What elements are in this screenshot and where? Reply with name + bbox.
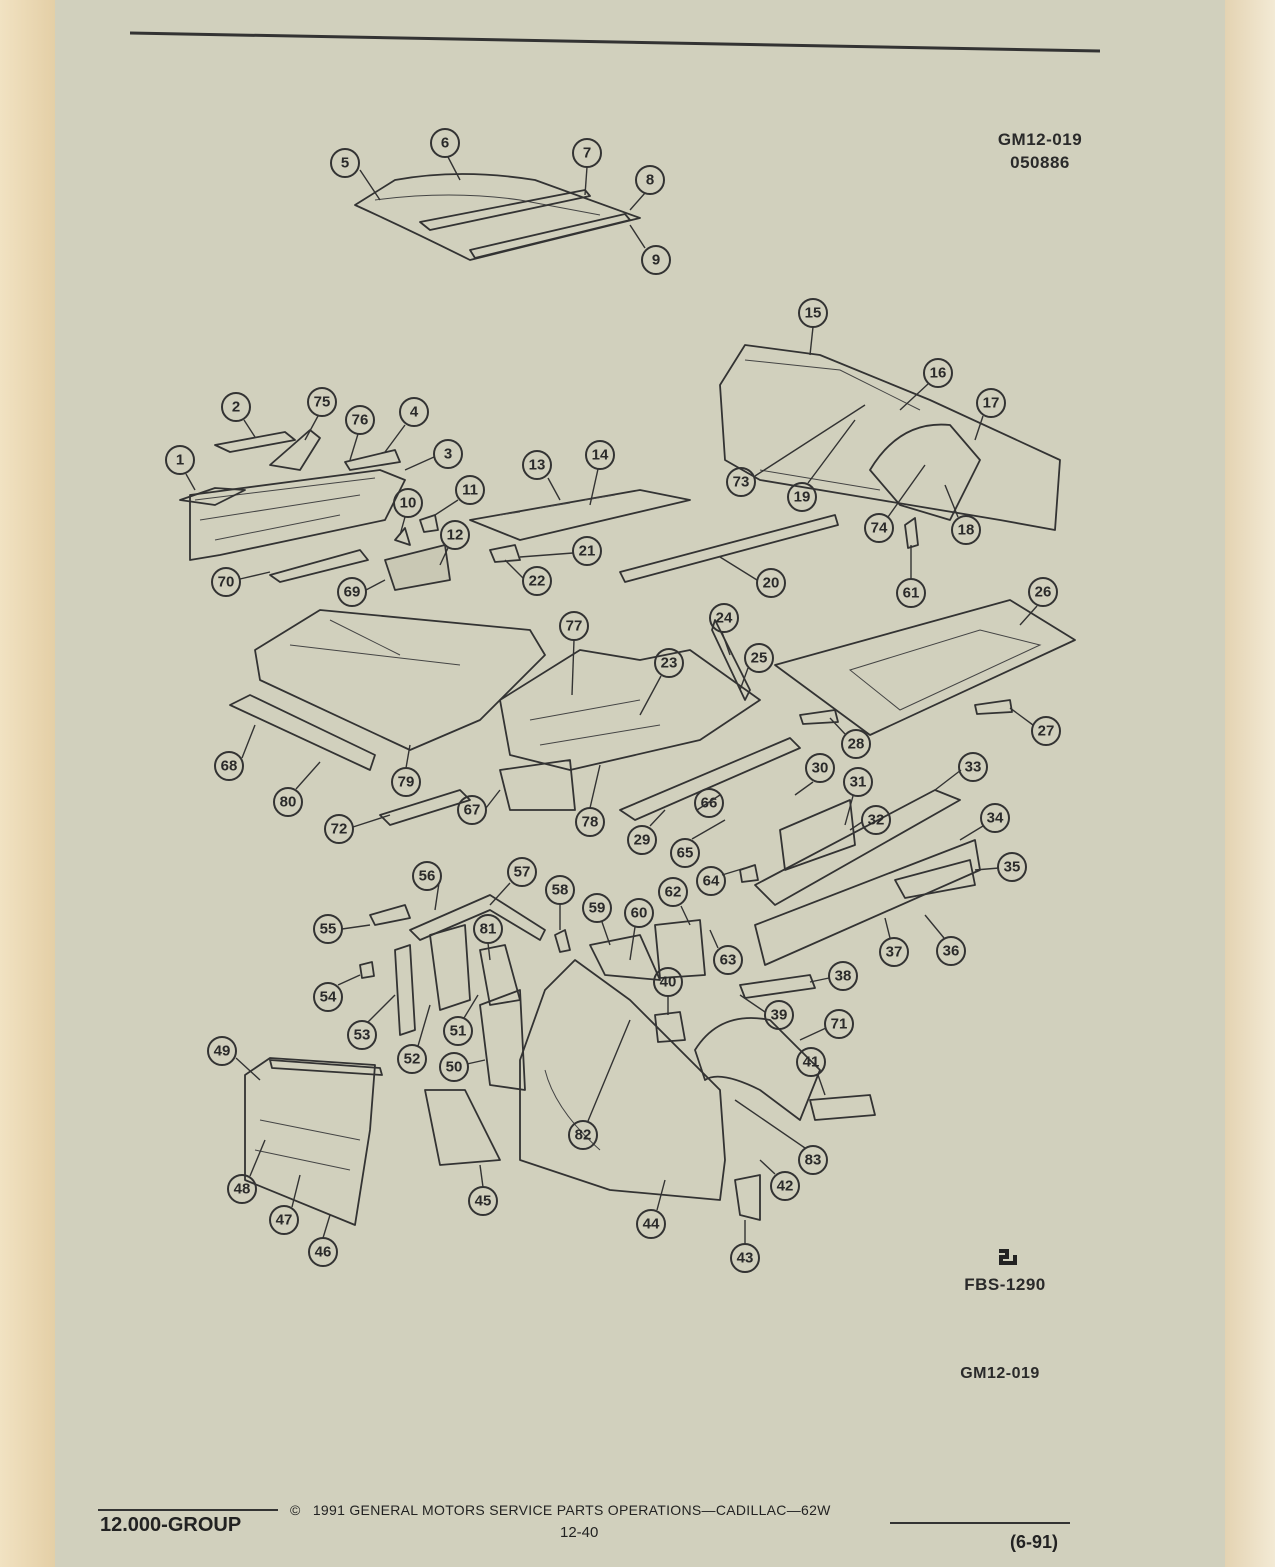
svg-text:29: 29 [633,831,651,849]
svg-text:28: 28 [847,735,865,753]
callout-44 [637,1210,665,1238]
callout-27 [1032,717,1060,745]
footer-copyright [290,1502,831,1518]
svg-text:30: 30 [811,759,829,777]
callout-25 [745,644,773,672]
svg-text:55: 55 [319,920,337,938]
svg-text:45: 45 [474,1192,492,1210]
callout-79 [392,768,420,796]
callout-34 [981,804,1009,832]
roof-panel [355,174,640,260]
svg-text:8: 8 [645,171,655,189]
callout-75 [308,388,336,416]
callout-61 [897,579,925,607]
svg-text:81: 81 [479,920,497,938]
callout-12 [441,521,469,549]
svg-text:61: 61 [902,584,920,602]
svg-text:59: 59 [588,899,606,917]
svg-text:51: 51 [449,1022,467,1040]
svg-text:13: 13 [528,456,546,474]
callout-33 [959,753,987,781]
callout-80 [274,788,302,816]
callout-46 [309,1238,337,1266]
svg-text:7: 7 [582,144,592,162]
svg-text:69: 69 [343,583,361,601]
svg-text:12: 12 [446,526,464,544]
svg-text:17: 17 [982,394,1000,412]
svg-text:9: 9 [651,251,661,269]
svg-text:79: 79 [397,773,415,791]
callout-67 [458,796,486,824]
svg-text:16: 16 [929,364,947,382]
callout-23 [655,649,683,677]
svg-text:3: 3 [443,445,453,463]
callout-40 [654,968,682,996]
callout-74 [865,514,893,542]
svg-text:20: 20 [762,574,780,592]
callout-2 [222,393,250,421]
svg-text:33: 33 [964,758,982,776]
svg-text:46: 46 [314,1243,332,1261]
svg-text:72: 72 [330,820,348,838]
svg-text:4: 4 [409,403,419,421]
svg-text:6: 6 [440,134,450,152]
svg-text:32: 32 [867,811,885,829]
svg-text:42: 42 [776,1177,794,1195]
callout-15 [799,299,827,327]
svg-text:75: 75 [313,393,331,411]
svg-text:65: 65 [676,844,694,862]
svg-text:23: 23 [660,654,678,672]
svg-text:38: 38 [834,967,852,985]
callout-7 [573,139,601,167]
callout-77 [560,612,588,640]
callout-76 [346,406,374,434]
callout-68 [215,752,243,780]
callout-17 [977,389,1005,417]
svg-text:70: 70 [217,573,235,591]
callout-47 [270,1206,298,1234]
logo-code: FBS-1290 [964,1275,1046,1294]
callout-70 [212,568,240,596]
callout-78 [576,808,604,836]
callout-20 [757,569,785,597]
footer-date: (6-91) [1010,1532,1059,1552]
svg-text:24: 24 [715,609,733,627]
svg-text:68: 68 [220,757,238,775]
svg-text:5: 5 [340,154,350,172]
svg-text:21: 21 [578,542,596,560]
svg-text:37: 37 [885,943,903,961]
svg-text:10: 10 [399,494,417,512]
svg-text:67: 67 [463,801,481,819]
rear-compartment-panel [775,600,1075,735]
copyright-symbol: © [290,1502,301,1518]
quarter-inner-panels [620,735,980,965]
svg-text:48: 48 [233,1180,251,1198]
callout-50 [440,1053,468,1081]
svg-text:14: 14 [591,446,609,464]
svg-text:11: 11 [462,481,478,499]
svg-text:1: 1 [175,451,185,469]
callout-30 [806,754,834,782]
reference-date: 050886 [1010,153,1070,172]
callout-71 [825,1010,853,1038]
callout-56 [413,862,441,890]
side-frame [720,345,1060,548]
svg-text:27: 27 [1037,722,1055,740]
callout-58 [546,876,574,904]
svg-text:80: 80 [279,793,297,811]
callout-10 [394,489,422,517]
callout-4 [400,398,428,426]
callout-8 [636,166,664,194]
rocker-strip [620,515,838,582]
cu-logo [995,1247,1021,1269]
callout-13 [523,451,551,479]
callout-83 [799,1146,827,1174]
callout-81 [474,915,502,943]
svg-text:60: 60 [630,904,648,922]
callout-39 [765,1001,793,1029]
svg-text:52: 52 [403,1050,421,1068]
svg-text:34: 34 [986,809,1004,827]
callout-65 [671,839,699,867]
svg-text:36: 36 [942,942,960,960]
callout-22 [523,567,551,595]
svg-text:71: 71 [830,1015,848,1033]
callout-57 [508,858,536,886]
svg-text:26: 26 [1034,583,1052,601]
callout-52 [398,1045,426,1073]
svg-text:56: 56 [418,867,436,885]
svg-text:77: 77 [565,617,583,635]
callout-62 [659,878,687,906]
callout-28 [842,730,870,758]
callout-64 [697,867,725,895]
svg-text:64: 64 [702,872,720,890]
svg-text:15: 15 [804,304,822,322]
svg-text:62: 62 [664,883,682,901]
callout-18 [952,516,980,544]
svg-text:43: 43 [736,1249,754,1267]
callout-11 [456,476,484,504]
callout-24 [710,604,738,632]
svg-text:50: 50 [445,1058,463,1076]
callout-72 [325,815,353,843]
svg-text:2: 2 [231,398,241,416]
svg-text:57: 57 [513,863,531,881]
callout-42 [771,1172,799,1200]
callout-14 [586,441,614,469]
callout-6 [431,129,459,157]
svg-text:82: 82 [574,1126,592,1144]
floor-pan [230,610,760,825]
svg-text:78: 78 [581,813,599,831]
svg-text:83: 83 [804,1151,822,1169]
callout-41 [797,1048,825,1076]
callout-5 [331,149,359,177]
callout-63 [714,946,742,974]
callout-60 [625,899,653,927]
footer-rule-left [98,1509,278,1511]
callout-1 [166,446,194,474]
callout-31 [844,768,872,796]
callout-21 [573,537,601,565]
bottom-reference-code: GM12-019 [960,1365,1040,1382]
svg-text:19: 19 [793,488,811,506]
callout-29 [628,826,656,854]
svg-text:54: 54 [319,988,337,1006]
callout-43 [731,1244,759,1272]
callout-32 [862,806,890,834]
callout-48 [228,1175,256,1203]
svg-text:53: 53 [353,1026,371,1044]
svg-text:18: 18 [957,521,975,539]
svg-text:25: 25 [750,649,768,667]
footer-rule-right [890,1522,1070,1524]
svg-text:44: 44 [642,1215,660,1233]
callout-45 [469,1187,497,1215]
callout-26 [1029,578,1057,606]
svg-text:73: 73 [732,473,750,491]
callout-9 [642,246,670,274]
svg-text:47: 47 [275,1211,293,1229]
callout-35 [998,853,1026,881]
svg-text:63: 63 [719,951,737,969]
callout-16 [924,359,952,387]
callout-73 [727,468,755,496]
callout-3 [434,440,462,468]
callout-37 [880,938,908,966]
callout-59 [583,894,611,922]
front-door [245,1058,382,1225]
svg-text:31: 31 [849,773,867,791]
footer-page-number: 12-40 [560,1524,599,1541]
svg-text:35: 35 [1003,858,1021,876]
callout-49 [208,1037,236,1065]
callout-69 [338,578,366,606]
svg-text:39: 39 [770,1006,788,1024]
svg-text:22: 22 [528,572,546,590]
svg-text:74: 74 [870,519,888,537]
svg-text:58: 58 [551,881,569,899]
callout-55 [314,915,342,943]
leader-lines [186,154,1037,1244]
reference-code: GM12-019 [997,130,1083,149]
callout-51 [444,1017,472,1045]
copyright-text: 1991 GENERAL MOTORS SERVICE PARTS OPERATIONS—CADILLAC—62W [312,1502,831,1518]
svg-text:41: 41 [802,1053,820,1071]
svg-text:40: 40 [659,973,677,991]
svg-text:76: 76 [351,411,369,429]
callout-53 [348,1021,376,1049]
footer-group: 12.000-GROUP [100,1514,242,1536]
svg-text:66: 66 [700,794,718,812]
callout-38 [829,962,857,990]
svg-text:49: 49 [213,1042,231,1060]
callout-36 [937,937,965,965]
callout-54 [314,983,342,1011]
callout-82 [569,1121,597,1149]
